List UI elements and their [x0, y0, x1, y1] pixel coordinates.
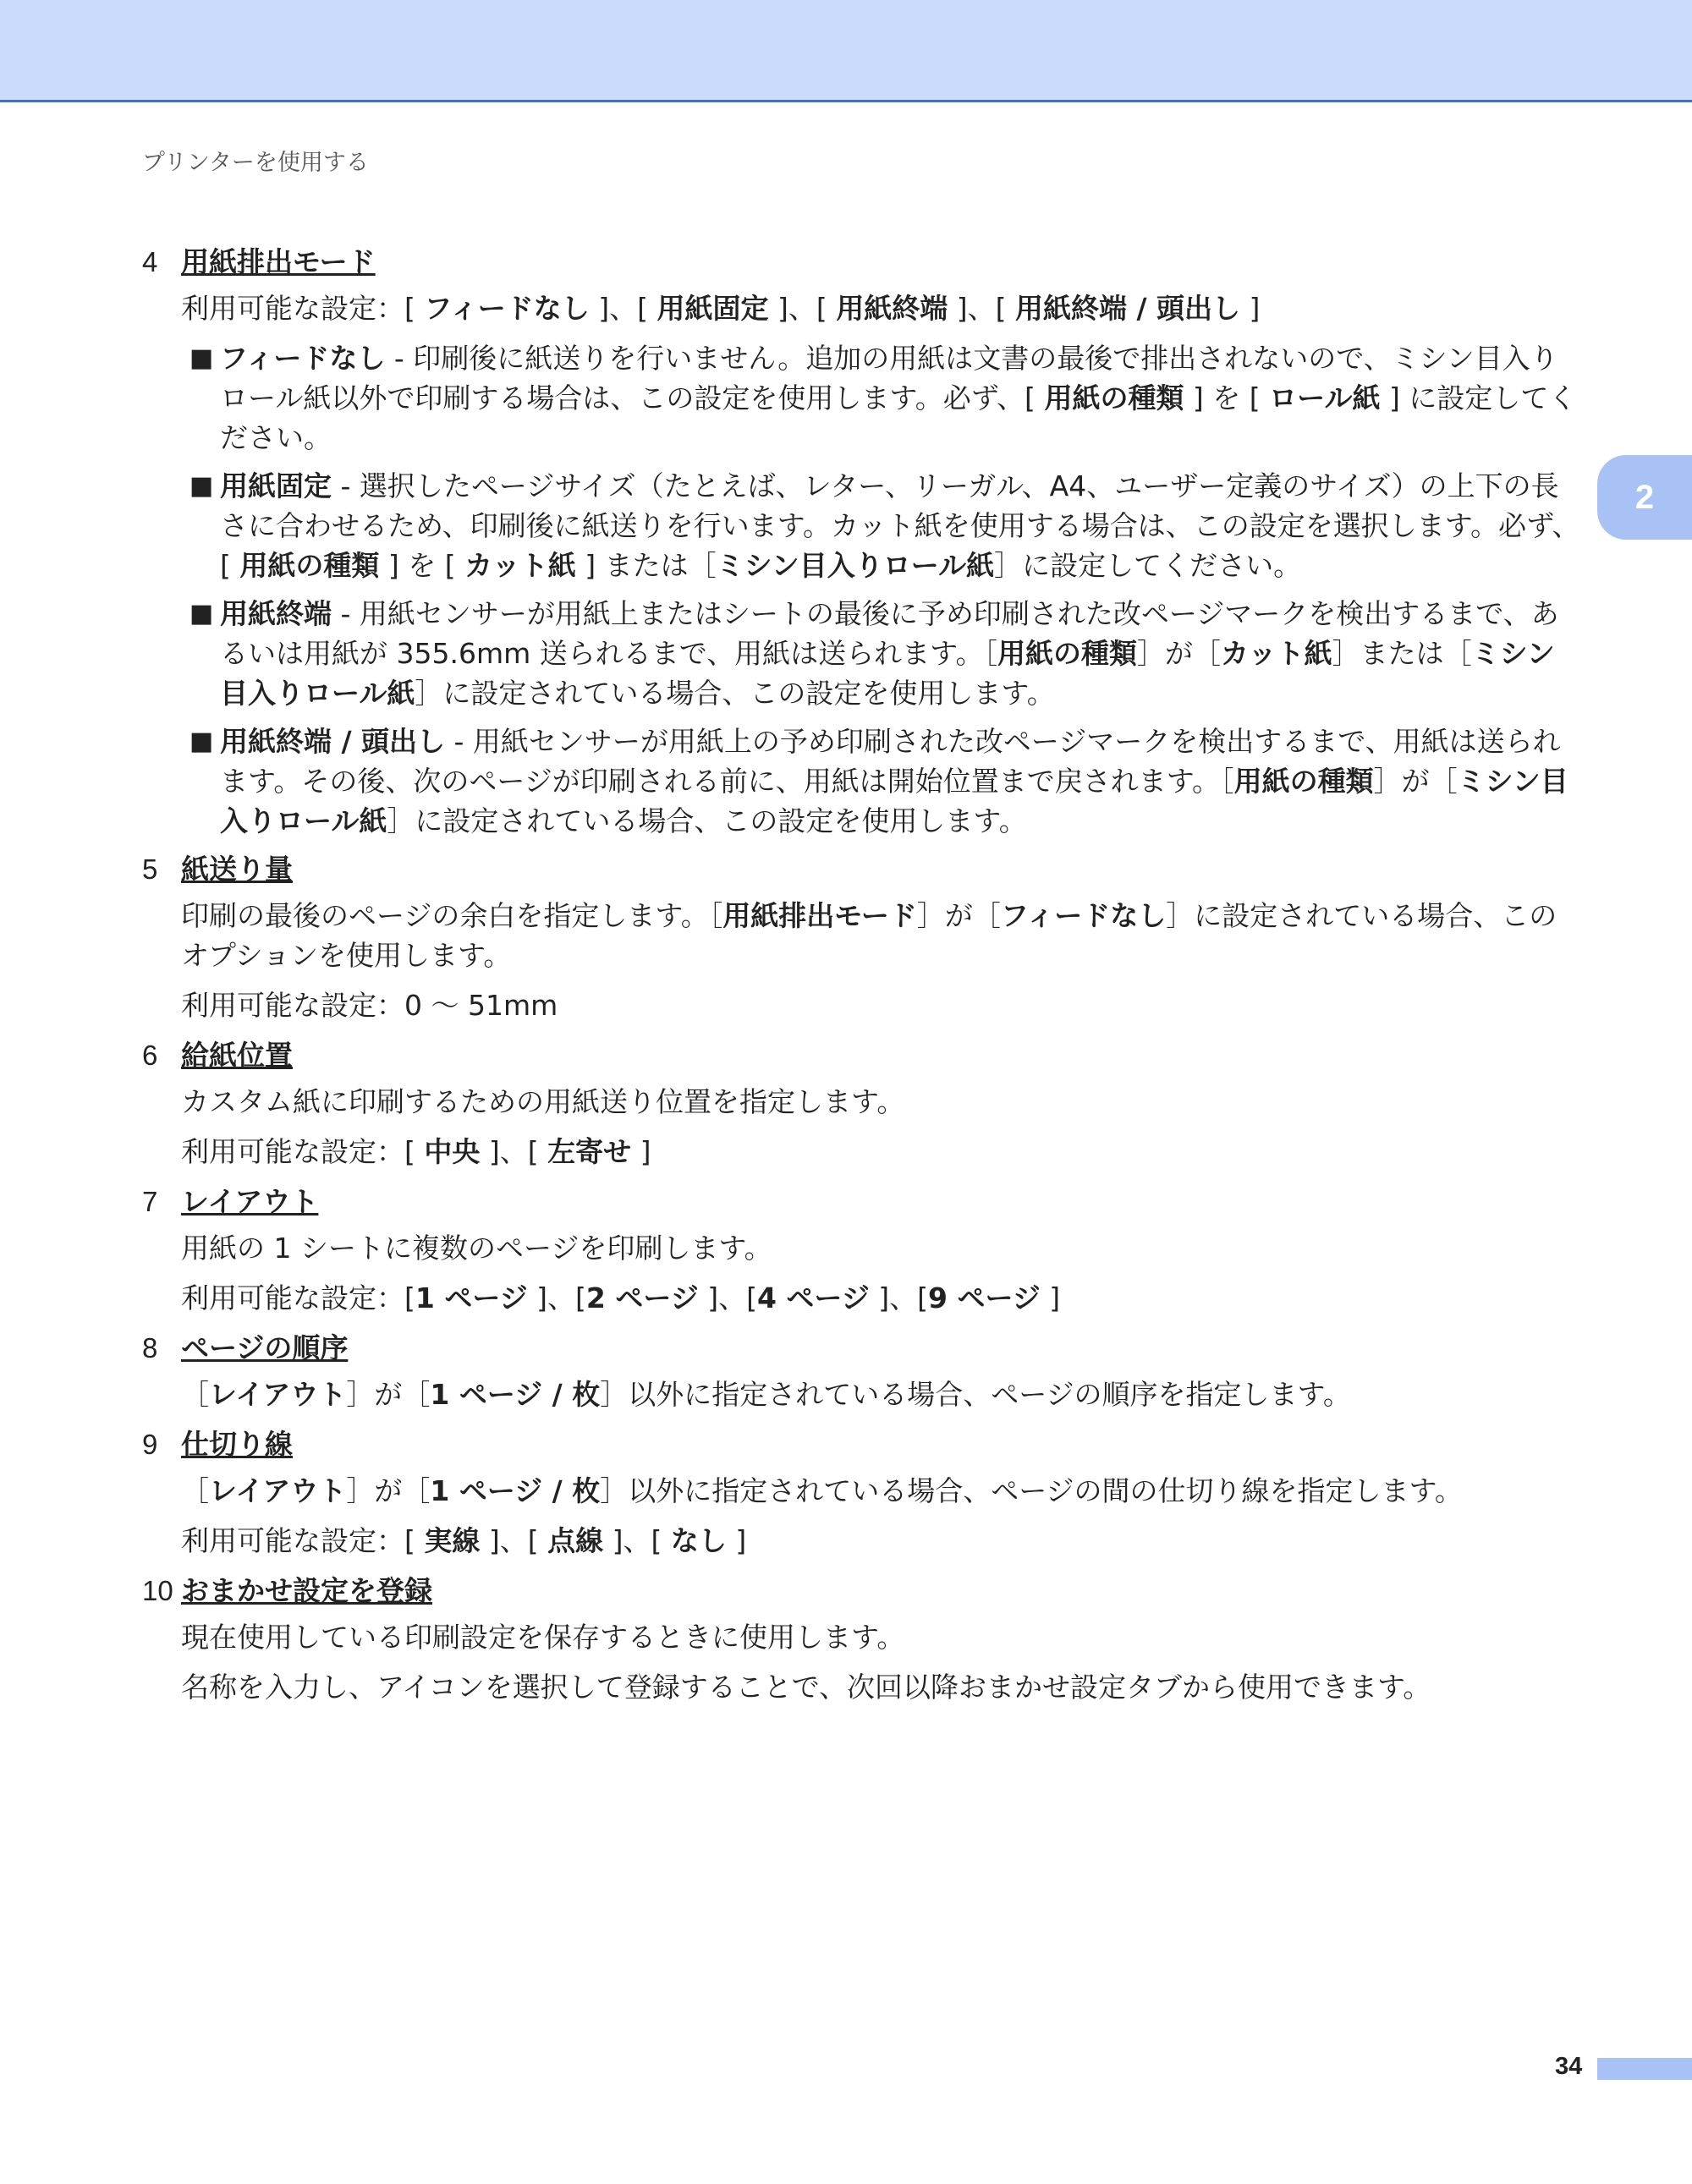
bold-term: ミシン目入りロール紙 — [220, 765, 1568, 837]
section-heading — [142, 1424, 1580, 1464]
square-bullet-icon: ■ — [190, 343, 214, 373]
text-run: ] — [1040, 1281, 1061, 1314]
text-run: 利用可能な設定：0 〜 51mm — [181, 989, 558, 1022]
text-run: 利用可能な設定：[ — [181, 292, 425, 325]
section-title: ページの順序 — [181, 1331, 349, 1364]
text-run: ]、[ — [527, 1281, 586, 1314]
text-run: - 用紙センサーが用紙上またはシートの最後に予め印刷された改ページマークを検出するまで、あるいは用紙が 355.6mm 送られるまで、用紙は送られます。［ — [220, 597, 1559, 670]
bold-term: 点線 — [547, 1524, 604, 1557]
bold-term: フィードなし — [424, 292, 590, 325]
text-run: ]、[ — [480, 1135, 548, 1168]
text-run: ］以外に指定されている場合、ページの順序を指定します。 — [600, 1378, 1351, 1411]
bold-term: 実線 — [424, 1524, 481, 1557]
bold-term: 1 ページ / 枚 — [430, 1378, 601, 1411]
bullet-item — [190, 466, 1580, 585]
paragraph — [181, 1082, 1580, 1122]
bullet-item — [190, 594, 1580, 713]
text-run: ] — [631, 1135, 651, 1168]
section-title: レイアウト — [181, 1185, 319, 1218]
bold-term: 1 ページ / 枚 — [430, 1474, 601, 1507]
bold-term: 用紙終端 / 頭出し — [220, 725, 446, 758]
text-run: - 選択したページサイズ（たとえば、レター、リーガル、A4、ユーザー定義のサイズ）の上下の長さに合わせるため、印刷後に紙送りを行います。カット紙を使用する場合は、この設定を選択します。必ず、[ — [220, 469, 1580, 582]
text-run: 名称を入力し、アイコンを選択して登録することで、次回以降おまかせ設定タブから使用できます。 — [181, 1671, 1431, 1704]
bold-term: 用紙排出モード — [722, 899, 917, 932]
bold-term: レイアウト — [209, 1474, 347, 1507]
bold-term: フィードなし — [1000, 899, 1167, 932]
section-heading — [142, 1571, 1580, 1611]
paragraph — [181, 985, 1580, 1025]
text-run: ］以外に指定されている場合、ページの間の仕切り線を指定します。 — [600, 1474, 1463, 1507]
section-4 — [142, 242, 1580, 841]
text-run: ［ — [181, 1378, 209, 1411]
text-run: ]、[ — [589, 292, 657, 325]
square-bullet-icon: ■ — [190, 471, 214, 501]
text-run: 印刷の最後のページの余白を指定します。［ — [181, 899, 723, 932]
chapter-tab[interactable]: 2 — [1597, 455, 1692, 540]
text-run: ] に設定してください。 — [220, 381, 1577, 454]
bold-term: フィードなし — [220, 342, 386, 375]
paragraph — [181, 1521, 1580, 1561]
section-5 — [142, 849, 1580, 1025]
bold-term: 用紙の種類 — [239, 549, 380, 582]
square-bullet-icon: ■ — [190, 599, 214, 628]
bold-term: 用紙の種類 — [1233, 765, 1374, 798]
bullet-text — [220, 594, 1580, 713]
section-heading — [142, 242, 1580, 282]
bold-term: なし — [670, 1524, 727, 1557]
text-run: ］が［ — [346, 1378, 431, 1411]
text-run: 現在使用している印刷設定を保存するときに使用します。 — [181, 1621, 905, 1654]
text-run: ] または［ — [575, 549, 717, 582]
text-run: ]、[ — [603, 1524, 671, 1557]
paragraph — [181, 1132, 1580, 1172]
text-run: ]、[ — [480, 1524, 548, 1557]
text-run: 利用可能な設定：[ — [181, 1281, 415, 1314]
bold-term: 用紙固定 — [656, 292, 769, 325]
page-number-bar — [1597, 2058, 1692, 2080]
section-10 — [142, 1571, 1580, 1707]
bold-term: 2 ページ — [585, 1281, 699, 1314]
text-run: ]、[ — [869, 1281, 929, 1314]
text-run: ］が［ — [346, 1474, 431, 1507]
bold-term: カット紙 — [1220, 637, 1332, 670]
bold-term: 1 ページ — [415, 1281, 528, 1314]
text-run: ］に設定されている場合、この設定を使用します。 — [387, 804, 1027, 837]
paragraph — [181, 1617, 1580, 1657]
bold-term: ロール紙 — [1269, 381, 1381, 414]
paragraph — [181, 1375, 1580, 1414]
text-run: ］に設定されている場合、この設定を使用します。 — [415, 677, 1055, 710]
text-run: 利用可能な設定：[ — [181, 1524, 425, 1557]
square-bullet-icon: ■ — [190, 727, 214, 756]
section-7 — [142, 1182, 1580, 1318]
page-number: 34 — [1555, 2053, 1583, 2080]
paragraph — [181, 1228, 1580, 1268]
text-run: ]、[ — [768, 292, 837, 325]
text-run: - 用紙センサーが用紙上の予め印刷された改ページマークを検出するまで、用紙は送られます。その後、次のページが印刷される前に、用紙は開始位置まで戻されます。［ — [220, 725, 1561, 798]
bold-term: 用紙の種類 — [997, 637, 1137, 670]
bold-term: 用紙の種類 — [1044, 381, 1184, 414]
section-number: 6 — [142, 1040, 158, 1071]
bold-term: 用紙終端 — [836, 292, 948, 325]
text-run: ]、[ — [698, 1281, 757, 1314]
bullet-text — [220, 722, 1580, 841]
text-run: ］が［ — [1136, 637, 1221, 670]
section-heading — [142, 849, 1580, 889]
section-8 — [142, 1328, 1580, 1414]
text-run: - 印刷後に紙送りを行いません。追加の用紙は文書の最後で排出されないので、ミシン目入りロール紙以外で印刷する場合は、この設定を使用します。必ず、[ — [220, 342, 1558, 414]
bold-term: ミシン目入りロール紙 — [716, 549, 995, 582]
text-run: ] を [ — [379, 549, 465, 582]
document-body — [142, 242, 1580, 1717]
paragraph — [181, 288, 1580, 328]
text-run: ］に設定してください。 — [994, 549, 1302, 582]
section-heading — [142, 1182, 1580, 1221]
section-title: おまかせ設定を登録 — [181, 1574, 432, 1607]
section-6 — [142, 1035, 1580, 1172]
section-title: 紙送り量 — [181, 853, 293, 886]
text-run: ] — [1239, 292, 1261, 325]
section-9 — [142, 1424, 1580, 1561]
text-run: 用紙の 1 シートに複数のページを印刷します。 — [181, 1232, 772, 1265]
section-title: 給紙位置 — [181, 1039, 293, 1072]
bold-term: 4 ページ — [756, 1281, 870, 1314]
bold-term: 9 ページ — [928, 1281, 1041, 1314]
header-band — [0, 0, 1692, 102]
bullet-text — [220, 466, 1580, 585]
bullet-item — [190, 338, 1580, 458]
text-run: 利用可能な設定：[ — [181, 1135, 425, 1168]
section-number: 10 — [142, 1575, 173, 1606]
text-run: カスタム紙に印刷するための用紙送り位置を指定します。 — [181, 1085, 905, 1118]
bullet-text — [220, 338, 1580, 458]
text-run: ［ — [181, 1474, 209, 1507]
text-run: ］または［ — [1332, 637, 1472, 670]
section-number: 9 — [142, 1429, 158, 1460]
text-run: ] — [726, 1524, 747, 1557]
section-heading — [142, 1328, 1580, 1368]
text-run: ］が［ — [916, 899, 1001, 932]
paragraph — [181, 1278, 1580, 1318]
section-number: 7 — [142, 1186, 158, 1217]
bold-term: レイアウト — [209, 1378, 347, 1411]
paragraph — [181, 896, 1580, 975]
paragraph — [181, 1667, 1580, 1707]
paragraph — [181, 1471, 1580, 1511]
bold-term: 用紙固定 — [220, 469, 332, 502]
text-run: ］に設定されている場合、このオプションを使用します。 — [181, 899, 1557, 972]
bold-term: 中央 — [424, 1135, 481, 1168]
text-run: ]、[ — [948, 292, 1015, 325]
section-title: 仕切り線 — [181, 1428, 293, 1461]
text-run: ] を [ — [1184, 381, 1270, 414]
text-run: ］が［ — [1373, 765, 1458, 798]
section-number: 5 — [142, 853, 158, 885]
bold-term: ミシン目入りロール紙 — [220, 637, 1555, 710]
bold-term: 用紙終端 / 頭出し — [1014, 292, 1240, 325]
bold-term: 用紙終端 — [220, 597, 332, 630]
section-heading — [142, 1035, 1580, 1075]
bold-term: カット紙 — [464, 549, 576, 582]
section-number: 8 — [142, 1332, 158, 1364]
section-number: 4 — [142, 246, 158, 277]
breadcrumb: プリンターを使用する — [142, 150, 369, 176]
section-title: 用紙排出モード — [181, 245, 376, 278]
bold-term: 左寄せ — [547, 1135, 632, 1168]
bullet-item — [190, 722, 1580, 841]
